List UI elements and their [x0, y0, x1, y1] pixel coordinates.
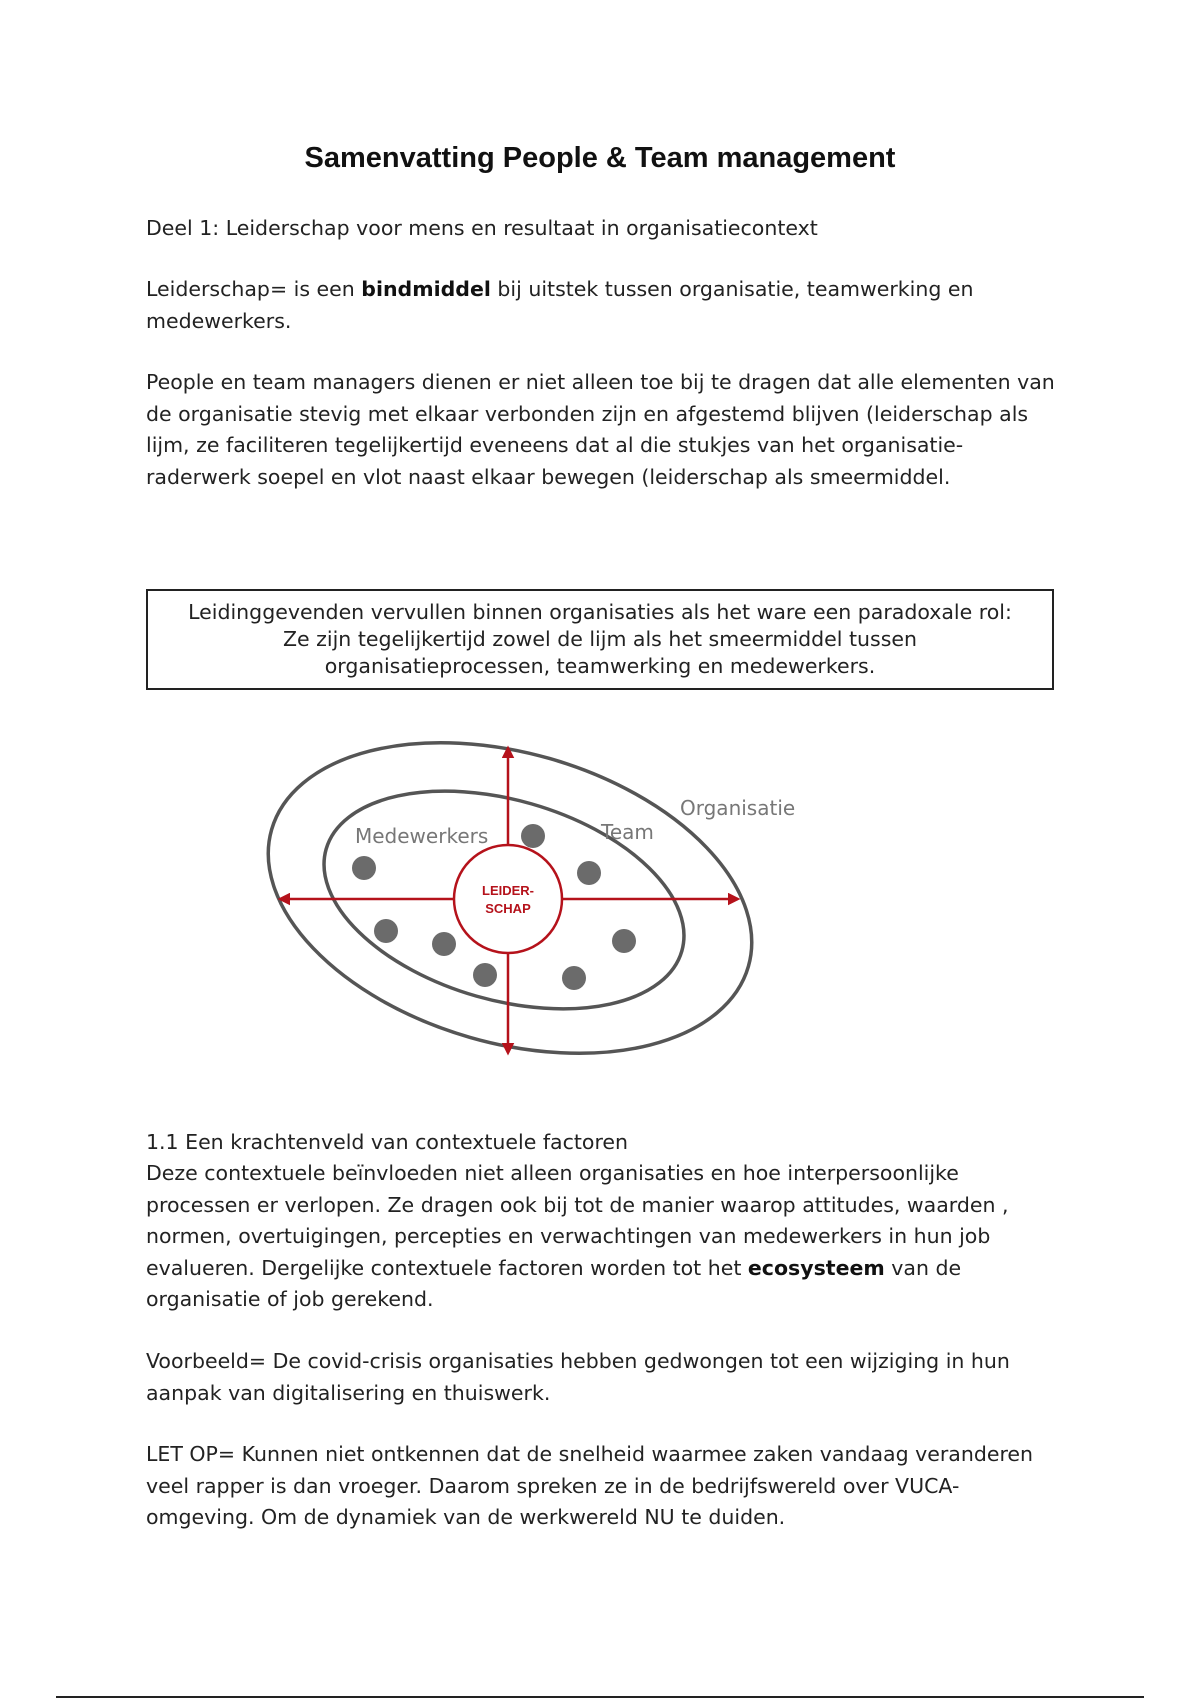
leiderschap-definition: [146, 274, 1066, 337]
definition-text-before: Leiderschap= is een: [146, 277, 362, 301]
people-managers-paragraph: People en team managers dienen er niet alleen toe bij te dragen dat alle elementen van de organisatie stevig met elkaar verbonden zijn en afgestemd blijven (leiderschap als lijm, ze faciliteren tegelijkertijd eveneens dat al die stukjes van het organisatie-raderwerk soepel en vlot naast elkaar bewegen (leiderschap als smeermiddel.: [146, 370, 1055, 489]
voorbeeld-paragraph: Voorbeeld= De covid-crisis organisaties hebben gedwongen tot een wijziging in hun aanpak van digitalisering en thuiswerk.: [146, 1349, 1010, 1405]
center-label-line2: SCHAP: [485, 901, 531, 916]
definition-bold-term: bindmiddel: [361, 277, 491, 301]
callout-line: Leidinggevenden vervullen binnen organisaties als het ware een paradoxale rol:: [188, 600, 1012, 624]
section-para-before: Deze contextuele beïnvloeden niet alleen organisaties en hoe interpersoonlijke processen er verlopen. Ze dragen ook bij tot de manier waarop attitudes, waarden , normen, overtuigingen, percepties en verwachtingen van medewerkers in hun job evalueren. Dergelijke contextuele factoren worden tot het: [146, 1161, 1009, 1280]
deel1-heading: Deel 1: Leiderschap voor mens en resultaat in organisatiecontext: [146, 216, 818, 240]
label-organisatie: Organisatie: [680, 796, 796, 820]
section-heading-1-1: 1.1 Een krachtenveld van contextuele factoren: [146, 1130, 629, 1154]
employee-dot: [352, 856, 376, 880]
leiderschap-center-circle: [454, 845, 562, 953]
definition-text-after: bij uitstek tussen organisatie, teamwerking en medewerkers.: [146, 277, 974, 333]
employee-dot: [432, 932, 456, 956]
callout-line: organisatieprocessen, teamwerking en medewerkers.: [324, 654, 876, 678]
contextuele-factoren-paragraph: [146, 1158, 1066, 1316]
leadership-diagram-svg: [240, 728, 840, 1078]
employee-dot: [562, 966, 586, 990]
paradox-callout-box: [146, 589, 1054, 690]
label-team: Team: [601, 820, 654, 844]
employee-dot: [521, 824, 545, 848]
section-para-bold-term: ecosysteem: [747, 1255, 885, 1280]
center-label-line1: LEIDER-: [482, 883, 534, 898]
callout-line: Ze zijn tegelijkertijd zowel de lijm als het smeermiddel tussen: [282, 627, 917, 651]
employee-dot: [612, 929, 636, 953]
employee-dot: [374, 919, 398, 943]
employee-dot: [577, 861, 601, 885]
employee-dot: [473, 963, 497, 987]
label-medewerkers: Medewerkers: [355, 824, 489, 848]
document-title: Samenvatting People & Team management: [304, 142, 896, 174]
let-op-paragraph: LET OP= Kunnen niet ontkennen dat de snelheid waarmee zaken vandaag veranderen veel rapper is dan vroeger. Daarom spreken ze in de bedrijfswereld over VUCA-omgeving. Om de dynamiek van de werkwereld NU te duiden.: [146, 1442, 1034, 1529]
page-bottom-rule: [56, 1696, 1144, 1698]
leadership-diagram: [240, 728, 840, 1078]
section-para-after: van de organisatie of job gerekend.: [146, 1255, 962, 1311]
